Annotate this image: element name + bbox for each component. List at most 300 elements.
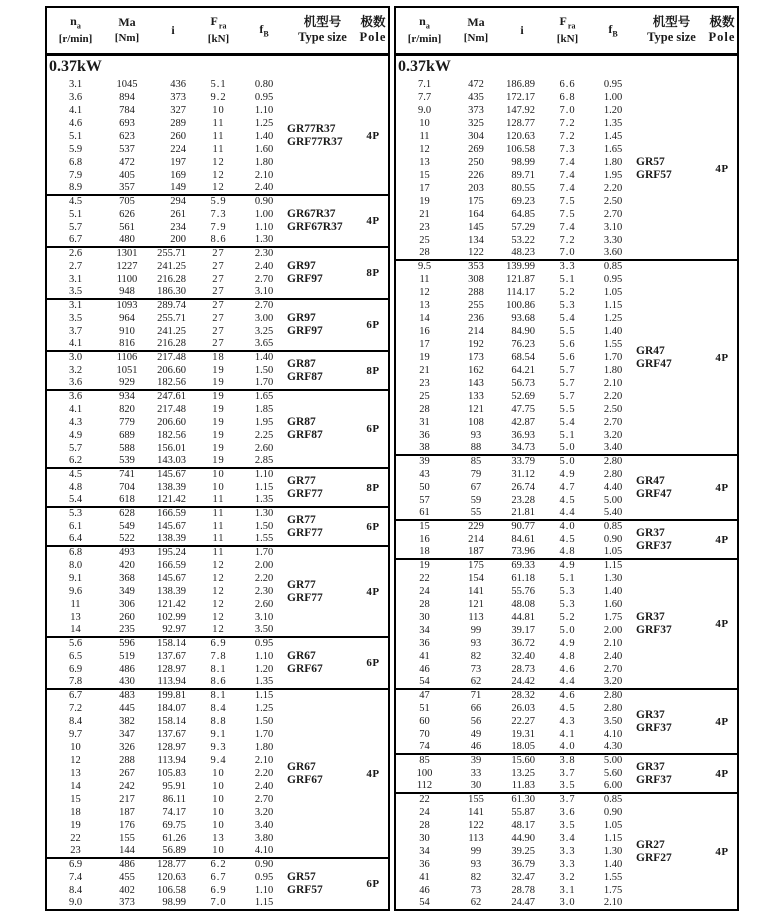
i-cell: 68.54: [511, 351, 535, 363]
i-cell: 184.07: [157, 702, 186, 714]
fra-cell: 19: [212, 403, 225, 415]
fra-cell: 5.7: [559, 377, 576, 389]
power-section: [395, 54, 738, 78]
i-cell: 145.67: [157, 520, 186, 532]
na-cell: 22: [70, 832, 81, 844]
fb-cell: 1.40: [603, 858, 623, 870]
fra-cell: 3.0: [559, 897, 576, 908]
fra-cell: 7.0: [210, 897, 227, 908]
ma-cell: 472: [119, 156, 135, 168]
i-cell: 114.17: [506, 286, 535, 298]
spec-group: [46, 637, 389, 689]
fb-cell: 1.40: [254, 130, 274, 142]
fra-cell: 4.5: [559, 533, 576, 545]
na-cell: 2.7: [68, 260, 83, 272]
i-cell: 76.23: [511, 338, 535, 350]
spec-group: [395, 455, 738, 520]
fb-cell: 1.30: [254, 234, 274, 245]
fb-cell: 1.30: [254, 508, 274, 519]
col-header-fb: $f_B$: [608, 21, 618, 38]
na-cell: 6.7: [68, 690, 83, 701]
table-row: [46, 390, 389, 403]
i-cell: 327: [170, 104, 186, 116]
fb-cell: 1.10: [254, 104, 274, 116]
type-size-cell: GR87 GRF87: [287, 357, 323, 383]
i-cell: 80.55: [511, 182, 535, 194]
fra-cell: 27: [212, 300, 225, 311]
na-cell: 6.8: [68, 547, 83, 558]
col-header-i: i: [171, 22, 175, 37]
fb-cell: 5.00: [603, 755, 623, 766]
ma-cell: 948: [119, 286, 135, 297]
i-cell: 92.97: [162, 624, 186, 635]
spec-group: [395, 793, 738, 910]
na-cell: 4.1: [68, 338, 83, 349]
i-cell: 106.58: [157, 884, 186, 896]
na-cell: 5.7: [68, 442, 83, 454]
fb-cell: 1.25: [254, 702, 274, 714]
na-cell: 6.8: [68, 156, 83, 168]
i-cell: 61.30: [511, 794, 535, 805]
ma-cell: 816: [119, 338, 135, 349]
ma-cell: 46: [470, 741, 482, 752]
fra-cell: 7.0: [559, 247, 576, 258]
ma-cell: 455: [119, 871, 135, 883]
type-size-cell: GR57 GRF57: [287, 871, 323, 896]
type-size-cell: GR57 GRF57: [636, 155, 672, 181]
na-cell: 19: [419, 195, 430, 207]
fra-cell: 11: [212, 547, 225, 558]
i-cell: 128.77: [506, 117, 535, 129]
spec-group: [395, 559, 738, 689]
fb-cell: 4.30: [603, 741, 623, 752]
ma-cell: 486: [119, 663, 135, 675]
i-cell: 90.77: [511, 521, 535, 532]
fra-cell: 5.5: [559, 325, 576, 337]
ma-cell: 79: [470, 468, 482, 480]
fra-cell: 4.9: [559, 560, 576, 571]
fra-cell: 27: [212, 286, 225, 297]
na-cell: 9.7: [68, 728, 83, 740]
i-cell: 166.59: [157, 508, 186, 519]
na-cell: 8.0: [68, 559, 83, 571]
i-cell: 128.97: [157, 741, 186, 753]
type-size-cell: GR77R37 GRF77R37: [287, 123, 343, 148]
fb-cell: 2.20: [603, 182, 623, 194]
fra-cell: 7.3: [210, 208, 227, 220]
na-cell: 25: [419, 234, 430, 246]
pole-cell: 4P: [715, 533, 729, 546]
spec-group: [46, 689, 389, 858]
table-row: [395, 520, 738, 533]
fb-cell: 3.30: [603, 234, 623, 246]
i-cell: 216.28: [157, 338, 186, 349]
type-size-cell: GR67R37 GRF67R37: [287, 208, 343, 233]
na-cell: 112: [416, 780, 433, 791]
fb-cell: 2.40: [603, 650, 623, 662]
na-cell: 5.6: [68, 638, 83, 649]
na-cell: 46: [419, 884, 430, 896]
fra-cell: 5.7: [559, 364, 576, 376]
ma-cell: 325: [468, 117, 484, 129]
ma-cell: 368: [119, 572, 135, 584]
header-row: [46, 7, 389, 54]
na-cell: 12: [70, 754, 81, 766]
fb-cell: 3.20: [254, 806, 274, 818]
i-cell: 84.90: [511, 325, 535, 337]
na-cell: 46: [419, 663, 430, 675]
fra-cell: 9.1: [210, 728, 227, 740]
fra-cell: 10: [212, 780, 225, 792]
na-cell: 41: [419, 650, 430, 662]
na-cell: 4.3: [68, 416, 83, 428]
ma-cell: 155: [468, 794, 484, 805]
na-cell: 3.1: [68, 78, 83, 90]
ma-cell: 964: [119, 312, 135, 324]
fra-cell: 12: [212, 585, 225, 597]
ma-cell: 405: [119, 169, 135, 181]
fra-cell: 5.0: [559, 442, 576, 453]
na-cell: 31: [419, 416, 430, 428]
fb-cell: 2.40: [254, 260, 274, 272]
type-size-cell: GR37 GRF37: [636, 760, 672, 786]
na-cell: 23: [419, 377, 430, 389]
col-header-fra: $F_{ra}$ [kN]: [556, 13, 579, 46]
fra-cell: 5.3: [559, 585, 576, 597]
fb-cell: 1.15: [254, 481, 274, 493]
i-cell: 255.71: [157, 248, 186, 259]
ma-cell: 144: [119, 845, 135, 856]
fb-cell: 0.95: [254, 638, 274, 649]
fra-cell: 11: [212, 533, 225, 544]
ma-cell: 173: [468, 351, 484, 363]
power-section-label: 0.37kW: [398, 57, 451, 75]
na-cell: 4.1: [68, 104, 83, 116]
i-cell: 147.92: [506, 104, 535, 116]
fra-cell: 3.1: [559, 884, 576, 896]
fb-cell: 1.45: [603, 130, 623, 142]
na-cell: 19: [70, 819, 81, 831]
fra-cell: 3.5: [559, 819, 576, 831]
i-cell: 22.27: [511, 715, 535, 727]
i-cell: 436: [170, 78, 186, 90]
na-cell: 5.7: [68, 221, 83, 233]
type-size-cell: GR77 GRF77: [287, 474, 323, 500]
ma-cell: 596: [119, 638, 135, 649]
na-cell: 7.2: [68, 702, 83, 714]
i-cell: 56.73: [511, 377, 535, 389]
fb-cell: 3.20: [603, 429, 623, 441]
na-cell: 25: [419, 390, 430, 402]
i-cell: 138.39: [157, 481, 186, 493]
i-cell: 64.21: [511, 364, 535, 376]
ma-cell: 349: [119, 585, 135, 597]
fra-cell: 11: [212, 520, 225, 532]
pole-cell: 6P: [366, 878, 380, 890]
i-cell: 200: [170, 234, 186, 245]
type-size-cell: GR77 GRF77: [287, 513, 323, 539]
ma-cell: 133: [468, 390, 484, 402]
fra-cell: 9.4: [210, 754, 227, 766]
na-cell: 21: [419, 208, 430, 220]
i-cell: 34.73: [511, 442, 535, 453]
fb-cell: 2.70: [603, 663, 623, 675]
na-cell: 2.6: [68, 248, 83, 259]
na-cell: 70: [419, 728, 430, 740]
pole-cell: 4P: [715, 162, 729, 175]
table-row: [395, 455, 738, 468]
power-section-row: [395, 54, 738, 78]
i-cell: 166.59: [157, 559, 186, 571]
ma-cell: 480: [119, 234, 135, 245]
i-cell: 138.39: [157, 585, 186, 597]
pole-cell: 8P: [366, 481, 380, 494]
table-row: [46, 351, 389, 364]
ma-cell: 214: [468, 325, 484, 337]
fb-cell: 1.05: [603, 546, 623, 557]
fra-cell: 10: [212, 767, 225, 779]
i-cell: 199.81: [157, 690, 186, 701]
fb-cell: 5.60: [603, 767, 623, 779]
i-cell: 19.31: [511, 728, 535, 740]
i-cell: 102.99: [157, 611, 186, 623]
fra-cell: 12: [212, 572, 225, 584]
i-cell: 48.23: [511, 247, 535, 258]
na-cell: 11: [419, 130, 430, 142]
ma-cell: 1301: [116, 248, 138, 259]
fb-cell: 1.60: [603, 598, 623, 610]
fb-cell: 2.80: [603, 702, 623, 714]
na-cell: 3.0: [68, 352, 83, 363]
na-cell: 54: [419, 897, 430, 908]
fra-cell: 4.0: [559, 521, 576, 532]
i-cell: 69.75: [162, 819, 186, 831]
fb-cell: 1.55: [603, 871, 623, 883]
table-header: [46, 7, 389, 54]
power-section-label: 0.37kW: [49, 57, 102, 75]
fb-cell: 1.75: [603, 884, 623, 896]
i-cell: 105.83: [157, 767, 186, 779]
na-cell: 61: [419, 507, 430, 518]
fb-cell: 2.30: [254, 585, 274, 597]
i-cell: 26.74: [511, 481, 535, 493]
fra-cell: 27: [212, 248, 225, 259]
i-cell: 89.71: [511, 169, 535, 181]
ma-cell: 784: [119, 104, 135, 116]
fb-cell: 6.00: [603, 780, 623, 791]
i-cell: 121.87: [506, 273, 535, 285]
fb-cell: 2.10: [603, 637, 623, 649]
na-cell: 9.0: [417, 104, 432, 116]
i-cell: 61.18: [511, 572, 535, 584]
i-cell: 93.68: [511, 312, 535, 324]
ma-cell: 49: [470, 728, 482, 740]
i-cell: 36.79: [511, 858, 535, 870]
na-cell: 8.4: [68, 715, 83, 727]
fra-cell: 12: [212, 598, 225, 610]
fb-cell: 2.10: [603, 377, 623, 389]
fra-cell: 5.0: [559, 624, 576, 636]
type-size-cell: GR87 GRF87: [287, 416, 323, 441]
fb-cell: 1.10: [254, 469, 274, 480]
spec-group: [46, 546, 389, 637]
i-cell: 42.87: [511, 416, 535, 428]
i-cell: 186.30: [157, 286, 186, 297]
fb-cell: 1.55: [254, 533, 274, 544]
i-cell: 39.17: [511, 624, 535, 636]
pole-cell: 4P: [715, 618, 729, 630]
type-size-cell: GR77 GRF77: [287, 578, 323, 604]
ma-cell: 704: [119, 481, 135, 493]
fb-cell: 1.10: [254, 884, 274, 896]
fra-cell: 3.7: [559, 794, 576, 805]
ma-cell: 73: [470, 884, 482, 896]
na-cell: 47: [419, 690, 430, 701]
fb-cell: 1.65: [603, 143, 623, 155]
table-row: [395, 689, 738, 702]
ma-cell: 73: [470, 663, 482, 675]
na-cell: 13: [419, 299, 430, 311]
na-cell: 28: [419, 247, 430, 258]
i-cell: 217.48: [157, 352, 186, 363]
na-cell: 28: [419, 403, 430, 415]
fra-cell: 4.9: [559, 637, 576, 649]
i-cell: 216.28: [157, 273, 186, 285]
i-cell: 32.47: [511, 871, 535, 883]
ma-cell: 435: [468, 91, 484, 103]
i-cell: 241.25: [157, 325, 186, 337]
pole-cell: 6P: [366, 319, 380, 331]
na-cell: 3.2: [68, 364, 83, 376]
power-section-row: [46, 54, 389, 78]
fra-cell: 4.6: [559, 663, 576, 675]
fb-cell: 2.85: [254, 455, 274, 466]
fra-cell: 6.8: [559, 91, 576, 103]
i-cell: 106.58: [506, 143, 535, 155]
fb-cell: 2.10: [603, 897, 623, 908]
fb-cell: 3.40: [254, 819, 274, 831]
na-cell: 30: [419, 832, 430, 844]
pole-cell: 4P: [366, 767, 380, 780]
na-cell: 85: [419, 755, 430, 766]
fb-cell: 1.20: [603, 104, 623, 116]
fra-cell: 10: [212, 481, 225, 493]
fra-cell: 7.3: [559, 143, 576, 155]
fra-cell: 11: [212, 130, 225, 142]
na-cell: 22: [419, 572, 430, 584]
ma-cell: 549: [119, 520, 135, 532]
fb-cell: 1.15: [603, 560, 623, 571]
fra-cell: 7.4: [559, 156, 576, 168]
i-cell: 217.48: [157, 403, 186, 415]
fra-cell: 5.3: [559, 299, 576, 311]
type-size-cell: GR37 GRF37: [636, 526, 672, 552]
col-header-fb: $f_B$: [259, 21, 269, 38]
fra-cell: 5.4: [559, 312, 576, 324]
na-cell: 18: [419, 546, 430, 557]
i-cell: 26.03: [511, 702, 535, 714]
fra-cell: 19: [212, 377, 225, 388]
na-cell: 3.5: [68, 286, 83, 297]
ma-cell: 99: [470, 845, 482, 857]
na-cell: 16: [419, 533, 430, 545]
ma-cell: 561: [119, 221, 135, 233]
na-cell: 24: [419, 806, 430, 818]
i-cell: 21.81: [511, 507, 535, 518]
ma-cell: 288: [119, 754, 135, 766]
ma-cell: 588: [119, 442, 135, 454]
table-row: [395, 260, 738, 273]
fra-cell: 27: [212, 312, 225, 324]
fb-cell: 0.90: [254, 196, 274, 207]
fra-cell: 3.3: [559, 845, 576, 857]
ma-cell: 66: [470, 702, 482, 714]
spec-group: [46, 390, 389, 468]
ma-cell: 56: [470, 715, 482, 727]
table-row: [46, 637, 389, 650]
spec-group: [395, 689, 738, 754]
table-row: [46, 858, 389, 871]
na-cell: 3.7: [68, 325, 83, 337]
fra-cell: 3.8: [559, 755, 576, 766]
i-cell: 289: [170, 117, 186, 129]
ma-cell: 929: [119, 377, 135, 388]
na-cell: 18: [70, 806, 81, 818]
na-cell: 3.6: [68, 91, 83, 103]
i-cell: 145.67: [157, 469, 186, 480]
i-cell: 48.08: [511, 598, 535, 610]
fra-cell: 27: [212, 325, 225, 337]
pole-cell: 6P: [366, 423, 380, 435]
fb-cell: 1.40: [603, 325, 623, 337]
na-cell: 5.4: [68, 494, 83, 505]
ma-cell: 154: [468, 572, 484, 584]
ma-cell: 122: [468, 247, 484, 258]
pole-cell: 6P: [366, 520, 380, 533]
na-cell: 60: [419, 715, 430, 727]
col-header-i: i: [520, 22, 524, 37]
fra-cell: 3.5: [559, 780, 576, 791]
fra-cell: 5.4: [559, 416, 576, 428]
na-cell: 15: [70, 793, 81, 805]
ma-cell: 162: [468, 364, 484, 376]
fra-cell: 8.1: [210, 690, 227, 701]
fra-cell: 7.2: [559, 130, 576, 142]
i-cell: 145.67: [157, 572, 186, 584]
fb-cell: 1.75: [603, 611, 623, 623]
fra-cell: 3.6: [559, 806, 576, 818]
na-cell: 16: [419, 325, 430, 337]
ma-cell: 59: [470, 494, 482, 506]
fb-cell: 2.20: [254, 572, 274, 584]
i-cell: 98.99: [162, 897, 186, 908]
na-cell: 39: [419, 456, 430, 467]
na-cell: 38: [419, 442, 430, 453]
fb-cell: 1.95: [603, 169, 623, 181]
fb-cell: 1.95: [254, 416, 274, 428]
na-cell: 54: [419, 676, 430, 687]
col-header-na: $n_a$ [r/min]: [58, 13, 93, 46]
i-cell: 55.87: [511, 806, 535, 818]
ma-cell: 113: [468, 611, 484, 623]
fb-cell: 1.70: [254, 728, 274, 740]
i-cell: 61.26: [162, 832, 186, 844]
i-cell: 47.75: [511, 403, 535, 415]
ma-cell: 779: [119, 416, 135, 428]
ma-cell: 203: [468, 182, 484, 194]
i-cell: 241.25: [157, 260, 186, 272]
fb-cell: 3.65: [254, 338, 274, 349]
